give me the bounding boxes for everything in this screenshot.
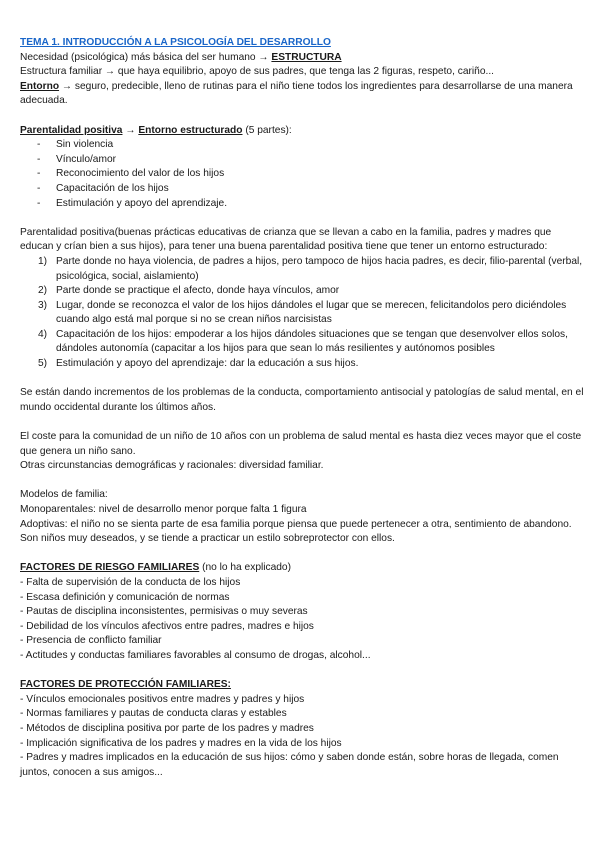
parentalidad-definition: Parentalidad positiva(buenas prácticas educativas de crianza que se llevan a cabo en la familia, padres y madres que educan y crían bien a sus hijos), para tener una buena parentalidad positiva tiene que tener un entorno estructurado:	[20, 226, 552, 253]
list-number: 1)	[38, 255, 48, 267]
modelos-monoparentales: Monoparentales: nivel de desarrollo menor porque falta 1 figura	[20, 504, 307, 515]
parentalidad-heading-arrow: →	[122, 124, 139, 136]
list-item: - Métodos de disciplina positiva por parte de los padres y madres	[20, 722, 314, 734]
intro-line-need	[20, 51, 586, 66]
riesgo-list	[20, 576, 586, 664]
intro-line-structure: Estructura familiar → que haya equilibrio, apoyo de sus padres, que tenga las 2 figuras, respeto, cariño...	[20, 66, 494, 78]
parentalidad-heading-c: (5 partes):	[242, 124, 292, 136]
riesgo-heading-note: (no lo ha explicado)	[199, 562, 291, 574]
list-item	[20, 328, 586, 357]
list-text: Parte donde no haya violencia, de padres a hijos, pero tampoco de hijos hacia padres, es decir, filio-parental (verbal, psicológica, social, aislamiento)	[56, 255, 583, 282]
document-title: TEMA 1. INTRODUCCIÓN A LA PSICOLOGÍA DEL DESARROLLO	[20, 37, 331, 48]
list-item: - Reconocimiento del valor de los hijos	[20, 167, 586, 182]
list-item: - Sin violencia	[20, 138, 586, 153]
list-item: - Padres y madres implicados en la educación de sus hijos: cómo y saben donde están, sobre horas de llegada, comen juntos, conocen a sus amigos...	[20, 752, 559, 778]
list-item: - Actitudes y conductas familiares favorables al consumo de drogas, alcohol...	[20, 649, 371, 661]
proteccion-heading: FACTORES DE PROTECCIÓN FAMILIARES:	[20, 679, 231, 691]
list-item: - Vínculos emocionales positivos entre madres y padres y hijos	[20, 693, 305, 705]
proteccion-list	[20, 693, 586, 781]
list-item: - Escasa definición y comunicación de normas	[20, 591, 230, 603]
list-number: 3)	[38, 299, 48, 311]
list-item: - Capacitación de los hijos	[20, 182, 586, 197]
parentalidad-numbered-list	[20, 255, 586, 372]
paragraph-cost: El coste para la comunidad de un niño de 10 años con un problema de salud mental es hasta diez veces mayor que el coste que genera un niño sano.	[20, 431, 582, 457]
list-item: - Debilidad de los vínculos afectivos entre padres, madres e hijos	[20, 620, 314, 632]
intro-environment-keyword: Entorno	[20, 80, 60, 92]
list-item: - Implicación significativa de los padres y madres en la vida de los hijos	[20, 737, 342, 749]
paragraph-circumstances: Otras circunstancias demográficas y racionales: diversidad familiar.	[20, 460, 324, 472]
list-item: - Estimulación y apoyo del aprendizaje.	[20, 197, 586, 212]
list-number: 5)	[38, 358, 48, 370]
document-page	[20, 36, 586, 780]
intro-need-text: Necesidad (psicológica) más básica del ser humano →	[20, 51, 272, 63]
list-number: 4)	[38, 328, 48, 340]
riesgo-heading	[20, 561, 586, 576]
intro-environment-text: → seguro, predecible, lleno de rutinas para el niño tiene todos los ingredientes para desarrollarse de una manera adecuada.	[20, 80, 573, 107]
list-item	[20, 299, 586, 328]
list-item: - Normas familiares y pautas de conducta claras y estables	[20, 708, 287, 720]
list-item	[20, 284, 586, 299]
modelos-adoptivas: Adoptivas: el niño no se sienta parte de esa familia porque piensa que puede pertenecer a otra, sentimiento de abandono. Son niños muy deseados, y se tiende a practicar un estilo sobreprotector con ellos.	[20, 518, 572, 545]
riesgo-heading-title: FACTORES DE RIESGO FAMILIARES	[20, 562, 200, 574]
list-item: - Vínculo/amor	[20, 153, 586, 168]
parentalidad-parts-list	[20, 138, 586, 211]
list-text: Lugar, donde se reconozca el valor de los hijos dándoles el lugar que se merecen, felicitandolos pero diciéndoles cuando algo está mal porque si no se crean niños narcisistas	[56, 299, 567, 326]
list-item	[20, 357, 586, 372]
list-item	[20, 255, 586, 284]
list-text: Parte donde se practique el afecto, donde haya vínculos, amor	[56, 285, 340, 297]
paragraph-problems: Se están dando incrementos de los problemas de la conducta, comportamiento antisocial y patologías de salud mental, en el mundo occidental durante los últimos años.	[20, 387, 584, 413]
intro-line-environment	[20, 80, 586, 109]
parentalidad-heading-b: Entorno estructurado	[138, 124, 243, 136]
list-item: - Pautas de disciplina inconsistentes, permisivas o muy severas	[20, 606, 308, 618]
parentalidad-heading-a: Parentalidad positiva	[20, 124, 123, 136]
parentalidad-heading	[20, 124, 586, 139]
list-number: 2)	[38, 285, 48, 297]
list-text: Capacitación de los hijos: empoderar a los hijos dándoles situaciones que se tengan que desenvolver ellos solos, dándoles autonomía (capacitar a los hijos para que sean lo más resilientes y autónomos posibles	[56, 328, 568, 355]
list-item: - Presencia de conflicto familiar	[20, 635, 162, 647]
list-item: - Falta de supervisión de la conducta de los hijos	[20, 576, 241, 588]
list-text: Estimulación y apoyo del aprendizaje: dar la educación a sus hijos.	[56, 358, 359, 370]
intro-need-keyword: ESTRUCTURA	[271, 51, 342, 63]
modelos-heading: Modelos de familia:	[20, 489, 108, 501]
